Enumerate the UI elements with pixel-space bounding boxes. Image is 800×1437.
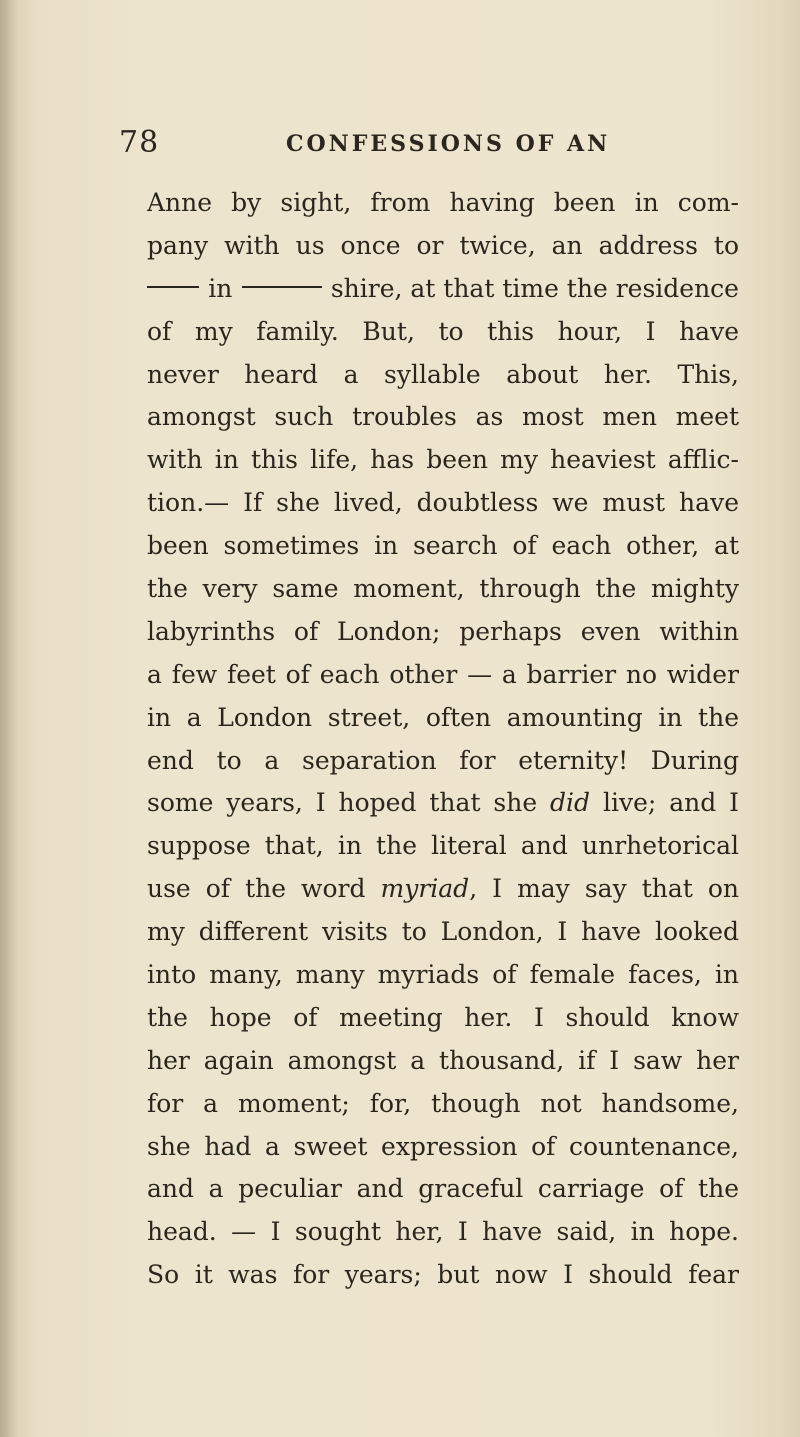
text-line: amongst such troubles as most men meet: [147, 402, 739, 432]
text-line: her again amongst a thousand, if I saw her: [147, 1045, 739, 1075]
blank-dash: [147, 286, 199, 288]
text-line: head. — I sought her, I have said, in hope.: [147, 1217, 739, 1247]
page-number: 78: [119, 125, 160, 160]
text-line: for a moment; for, though not handsome,: [147, 1088, 739, 1118]
text-line: of my family. But, to this hour, I have: [147, 316, 739, 346]
text-line: So it was for years; but now I should fear: [147, 1260, 739, 1290]
text-line: labyrinths of London; perhaps even within: [147, 616, 739, 646]
text-line-with-blanks: [147, 268, 739, 311]
text-line: into many, many myriads of female faces, in: [147, 960, 739, 990]
text-line: the very same moment, through the mighty: [147, 574, 739, 604]
text-fragment: in: [208, 273, 233, 303]
italic-word: did: [550, 788, 591, 818]
text-fragment: use of the word: [147, 874, 381, 904]
text-line: been sometimes in search of each other, at: [147, 531, 739, 561]
blank-dash: [242, 286, 322, 288]
text-fragment: live; and I: [590, 788, 739, 818]
text-line: never heard a syllable about her. This,: [147, 359, 739, 389]
body-text: [147, 182, 739, 1297]
text-line: with in this life, has been my heaviest afflic-: [147, 445, 739, 475]
gutter-shadow: [0, 0, 18, 1437]
text-line: she had a sweet expression of countenance,: [147, 1131, 739, 1161]
page-header: [0, 125, 800, 165]
text-line: pany with us once or twice, an address to: [147, 230, 739, 260]
text-line-italic: [147, 782, 739, 825]
text-fragment: shire, at that time the residence: [330, 273, 739, 303]
running-head: CONFESSIONS OF AN: [286, 131, 611, 157]
text-line: end to a separation for eternity! During: [147, 745, 739, 775]
text-line: suppose that, in the literal and unrhetorical: [147, 831, 739, 861]
text-line: Anne by sight, from having been in com-: [147, 188, 739, 217]
text-fragment: some years, I hoped that she: [147, 788, 551, 818]
text-line: my different visits to London, I have looked: [147, 917, 739, 947]
italic-word: myriad: [380, 874, 470, 904]
text-line: a few feet of each other — a barrier no wider: [147, 659, 739, 689]
text-line: in a London street, often amounting in the: [147, 702, 739, 732]
text-line-italic: [147, 868, 739, 911]
text-line: and a peculiar and graceful carriage of the: [147, 1174, 739, 1204]
text-fragment: , I may say that on: [469, 874, 739, 904]
text-line: tion.— If she lived, doubtless we must have: [147, 488, 739, 518]
text-line: the hope of meeting her. I should know: [147, 1002, 739, 1032]
